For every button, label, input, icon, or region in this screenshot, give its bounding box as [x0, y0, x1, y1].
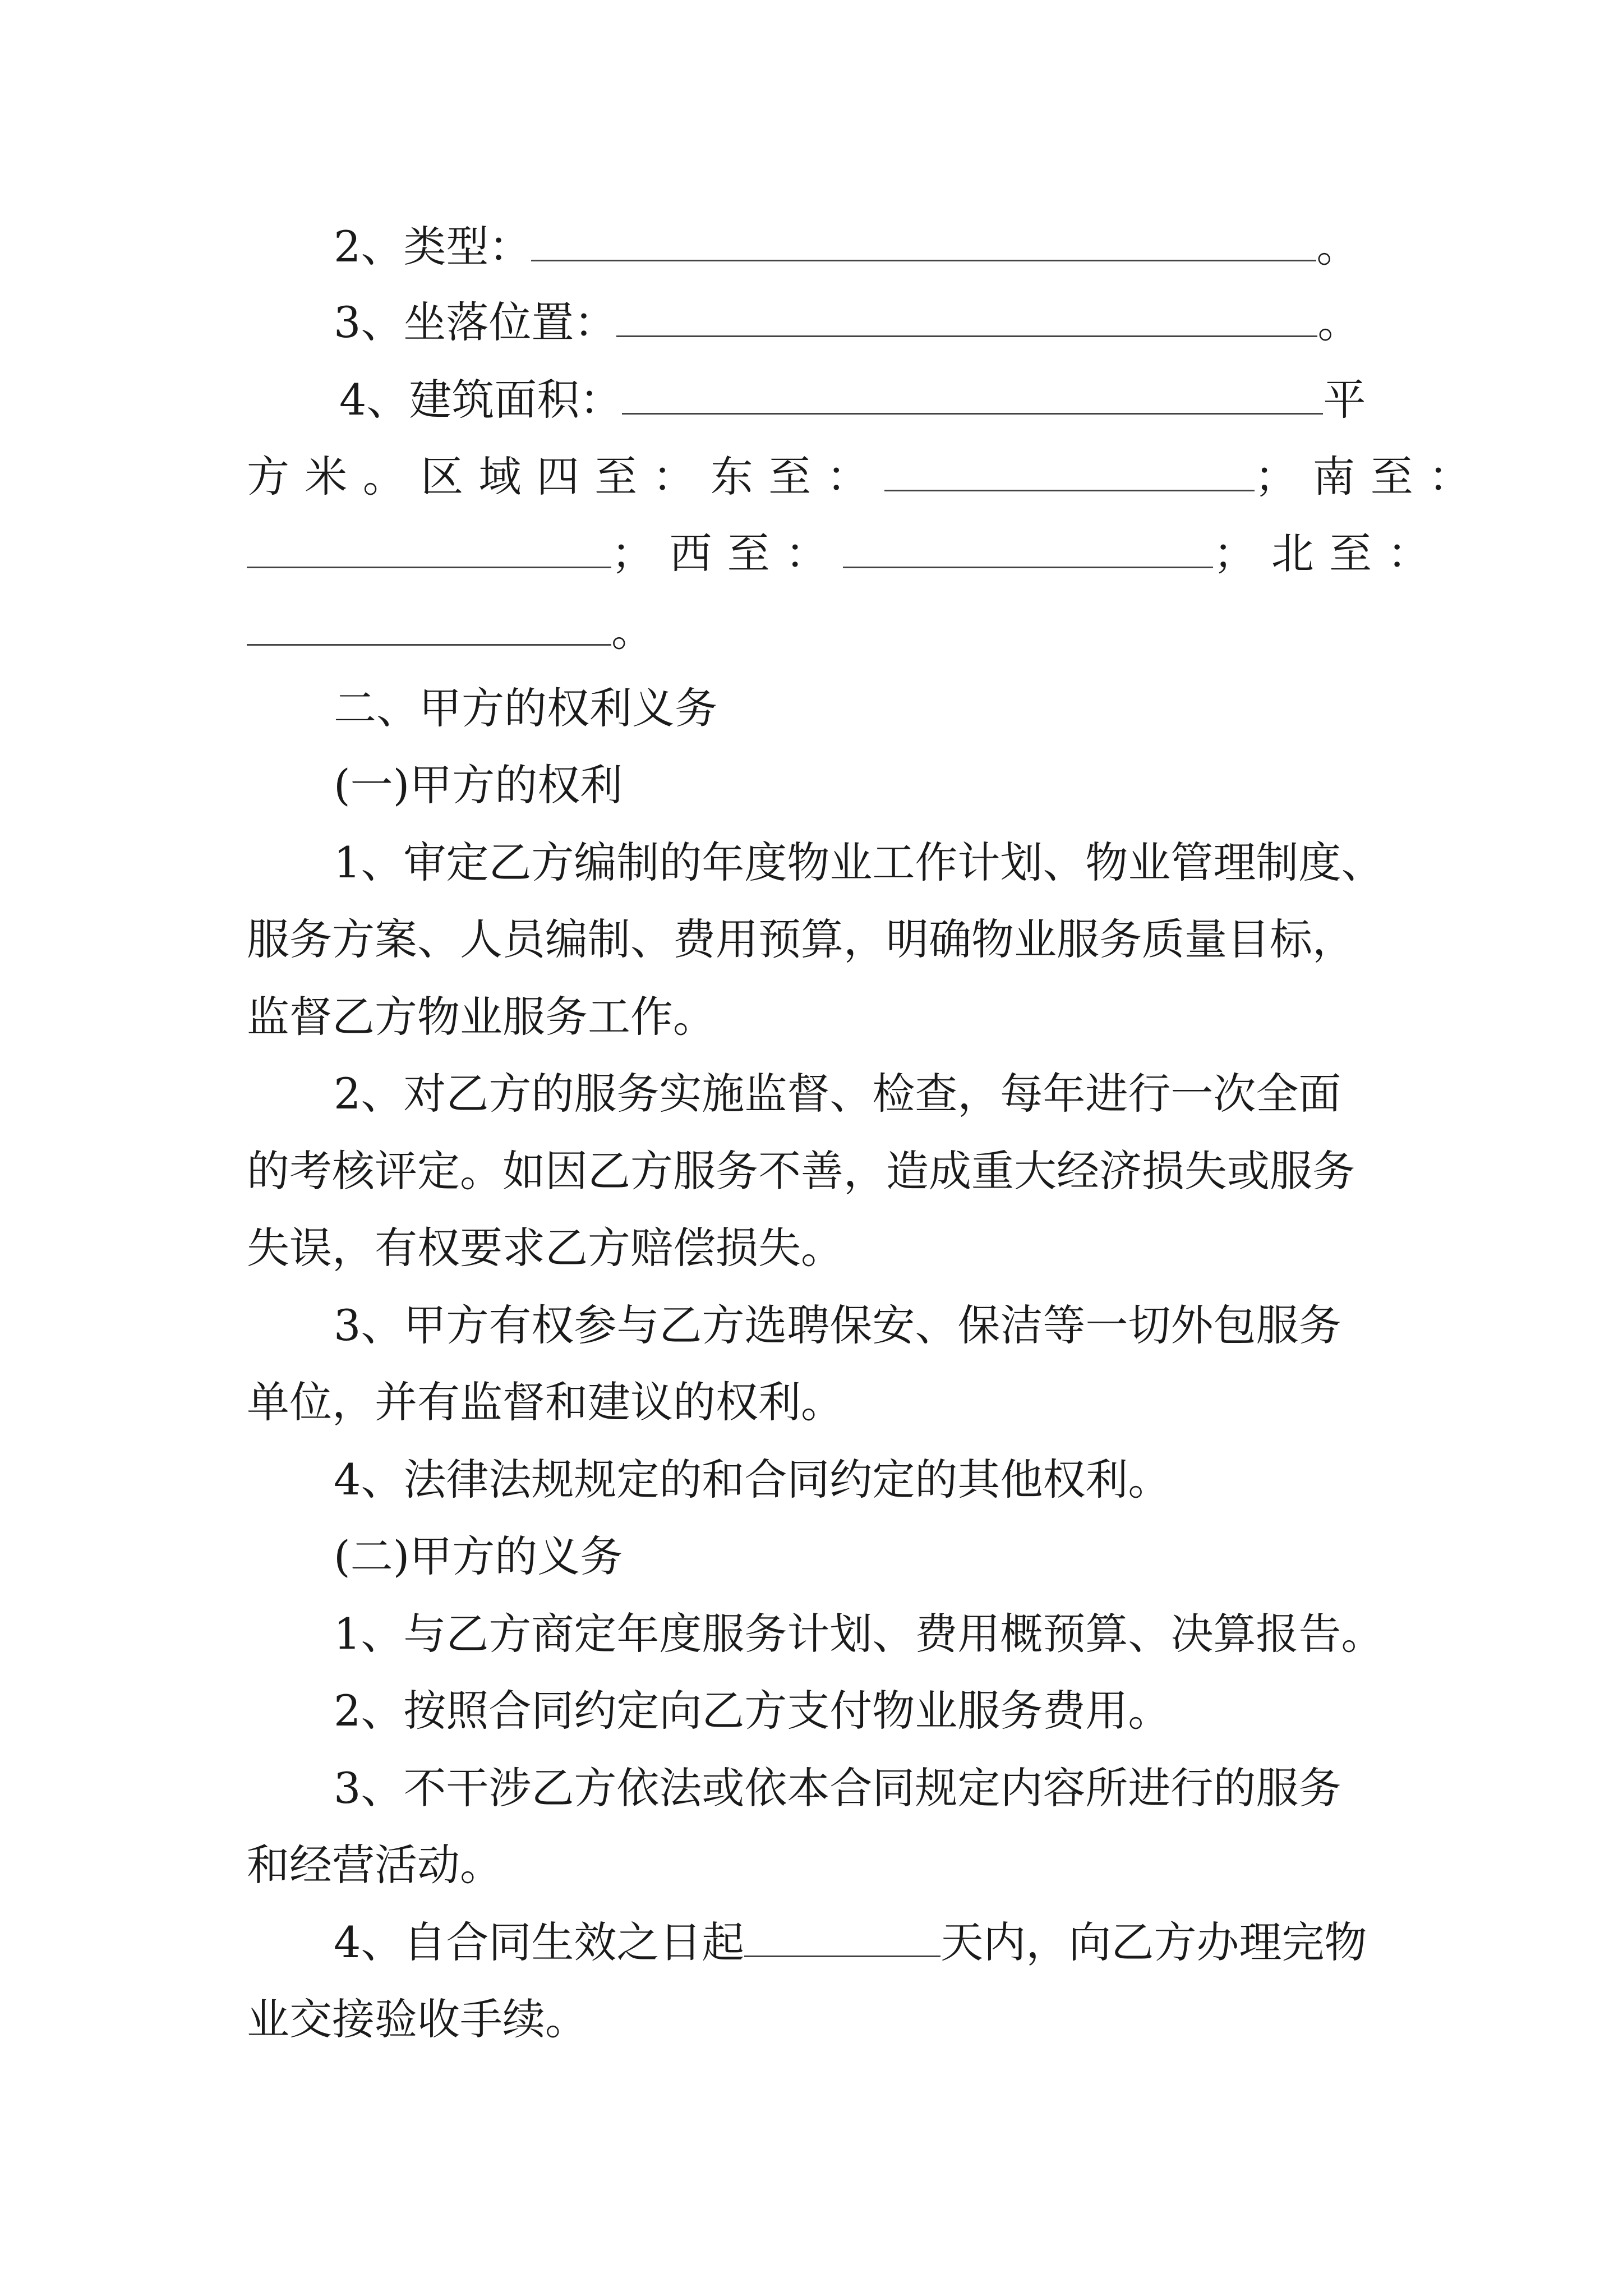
- item-area-label: 4、建筑面积：: [339, 375, 623, 425]
- boundary-line-3: 。: [247, 606, 654, 656]
- paragraph-line: 业交接验收手续。: [247, 1994, 588, 2044]
- section-heading: 二、甲方的权利义务: [334, 683, 717, 733]
- item-type-label: 2、类型：: [334, 222, 532, 272]
- paragraph-line: 2、按照合同约定向乙方支付物业服务费用。: [334, 1686, 1171, 1736]
- item-type: 2、类型： 。: [334, 222, 1359, 272]
- subsection-duties: (二)甲方的义务: [334, 1531, 623, 1581]
- days-blank[interactable]: [744, 1918, 940, 1957]
- item-location-label: 3、坐落位置：: [334, 297, 617, 347]
- boundary-line-1: 方米。区域四至：东至： ；南至：: [247, 452, 1487, 501]
- east-blank[interactable]: [884, 453, 1255, 491]
- subsection-rights: (一)甲方的权利: [334, 760, 623, 810]
- paragraph-line: 服务方案、人员编制、费用预算，明确物业服务质量目标，: [247, 914, 1355, 964]
- handover-line: 4、自合同生效之日起 天内，向乙方办理完物: [334, 1917, 1367, 1967]
- north-blank[interactable]: [247, 607, 611, 646]
- paragraph-line: 1、与乙方商定年度服务计划、费用概预算、决算报告。: [334, 1609, 1384, 1659]
- paragraph-line: 和经营活动。: [247, 1840, 502, 1890]
- paragraph-line: 4、法律法规规定的和合同约定的其他权利。: [334, 1455, 1171, 1504]
- paragraph-line: 3、甲方有权参与乙方选聘保安、保洁等一切外包服务: [334, 1300, 1341, 1350]
- item-location: 3、坐落位置： 。: [334, 297, 1361, 347]
- item-area: 4、建筑面积： 平: [339, 375, 1366, 425]
- paragraph-line: 3、不干涉乙方依法或依本合同规定内容所进行的服务: [334, 1763, 1341, 1813]
- west-blank[interactable]: [843, 530, 1213, 568]
- location-blank[interactable]: [616, 298, 1317, 337]
- paragraph-line: 2、对乙方的服务实施监督、检查，每年进行一次全面: [334, 1069, 1341, 1119]
- paragraph-line: 1、审定乙方编制的年度物业工作计划、物业管理制度、: [334, 838, 1384, 887]
- paragraph-line: 的考核评定。如因乙方服务不善，造成重大经济损失或服务: [247, 1146, 1355, 1196]
- paragraph-line: 监督乙方物业服务工作。: [247, 992, 716, 1042]
- south-blank[interactable]: [247, 530, 611, 568]
- type-blank[interactable]: [531, 223, 1316, 261]
- paragraph-line: 单位，并有监督和建议的权利。: [247, 1377, 843, 1427]
- paragraph-line: 失误，有权要求乙方赔偿损失。: [247, 1223, 843, 1273]
- boundary-line-2: ；西至： ；北至：: [247, 528, 1445, 579]
- area-blank[interactable]: [622, 376, 1323, 415]
